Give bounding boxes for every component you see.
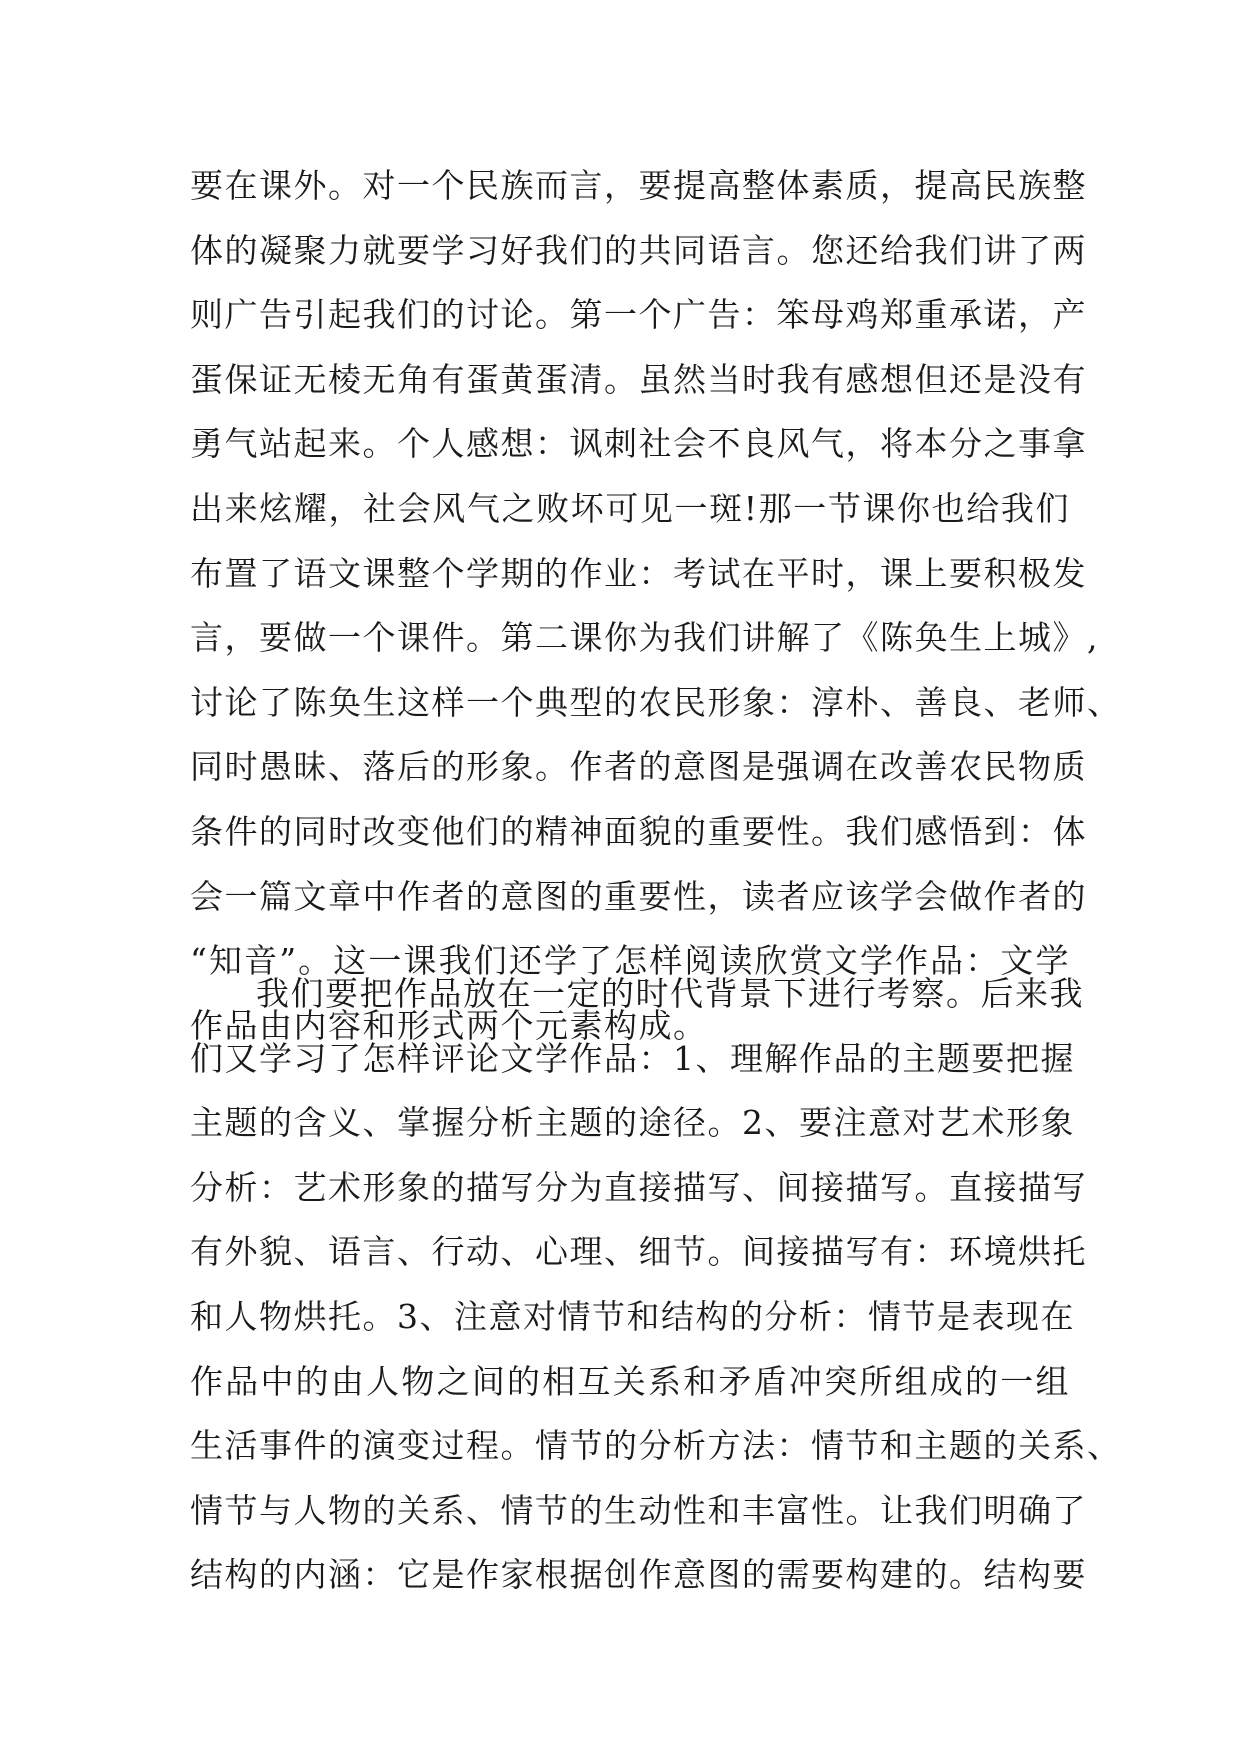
text-line: 主题的含义、掌握分析主题的途径。2、要注意对艺术形象 bbox=[190, 1103, 1075, 1143]
text-line: “知音”。这一课我们还学了怎样阅读欣赏文学作品：文学 bbox=[190, 941, 1070, 981]
text-line: 们又学习了怎样评论文学作品：1、理解作品的主题要把握 bbox=[190, 1038, 1075, 1078]
text-line: 言，要做一个课件。第二课你为我们讲解了《陈奂生上城》, bbox=[190, 618, 1099, 658]
text-line: 有外貌、语言、行动、心理、细节。间接描写有：环境烘托 bbox=[190, 1232, 1087, 1272]
text-line: 条件的同时改变他们的精神面貌的重要性。我们感悟到：体 bbox=[190, 811, 1087, 851]
text-line: 蛋保证无棱无角有蛋黄蛋清。虽然当时我有感想但还是没有 bbox=[190, 359, 1087, 399]
text-line: 情节与人物的关系、情节的生动性和丰富性。让我们明确了 bbox=[190, 1490, 1087, 1530]
text-line: 出来炫耀，社会风气之败坏可见一斑!那一节课你也给我们 bbox=[190, 488, 1070, 528]
text-line: 作品由内容和形式两个元素构成。 bbox=[190, 1005, 708, 1045]
text-line: 讨论了陈奂生这样一个典型的农民形象：淳朴、善良、老师、 bbox=[190, 682, 1122, 722]
text-line: 会一篇文章中作者的意图的重要性，读者应该学会做作者的 bbox=[190, 876, 1087, 916]
text-line: 结构的内涵：它是作家根据创作意图的需要构建的。结构要 bbox=[190, 1555, 1087, 1595]
text-line: 生活事件的演变过程。情节的分析方法：情节和主题的关系、 bbox=[190, 1426, 1122, 1466]
text-line: 分析：艺术形象的描写分为直接描写、间接描写。直接描写 bbox=[190, 1167, 1087, 1207]
text-line: 我们要把作品放在一定的时代背景下进行考察。后来我 bbox=[256, 974, 1084, 1013]
text-line: 作品中的由人物之间的相互关系和矛盾冲突所组成的一组 bbox=[190, 1361, 1070, 1401]
text-line: 体的凝聚力就要学习好我们的共同语言。您还给我们讲了两 bbox=[190, 230, 1087, 270]
text-line: 要在课外。对一个民族而言，要提高整体素质，提高民族整 bbox=[190, 166, 1087, 205]
paragraph-2 bbox=[190, 962, 1122, 1608]
text-line: 和人物烘托。3、注意对情节和结构的分析：情节是表现在 bbox=[190, 1296, 1075, 1336]
text-line: 勇气站起来。个人感想：讽刺社会不良风气，将本分之事拿 bbox=[190, 424, 1087, 464]
text-line: 则广告引起我们的讨论。第一个广告：笨母鸡郑重承诺，产 bbox=[190, 295, 1087, 335]
text-line: 同时愚昧、落后的形象。作者的意图是强调在改善农民物质 bbox=[190, 747, 1087, 787]
text-line: 布置了语文课整个学期的作业：考试在平时，课上要积极发 bbox=[190, 553, 1087, 593]
